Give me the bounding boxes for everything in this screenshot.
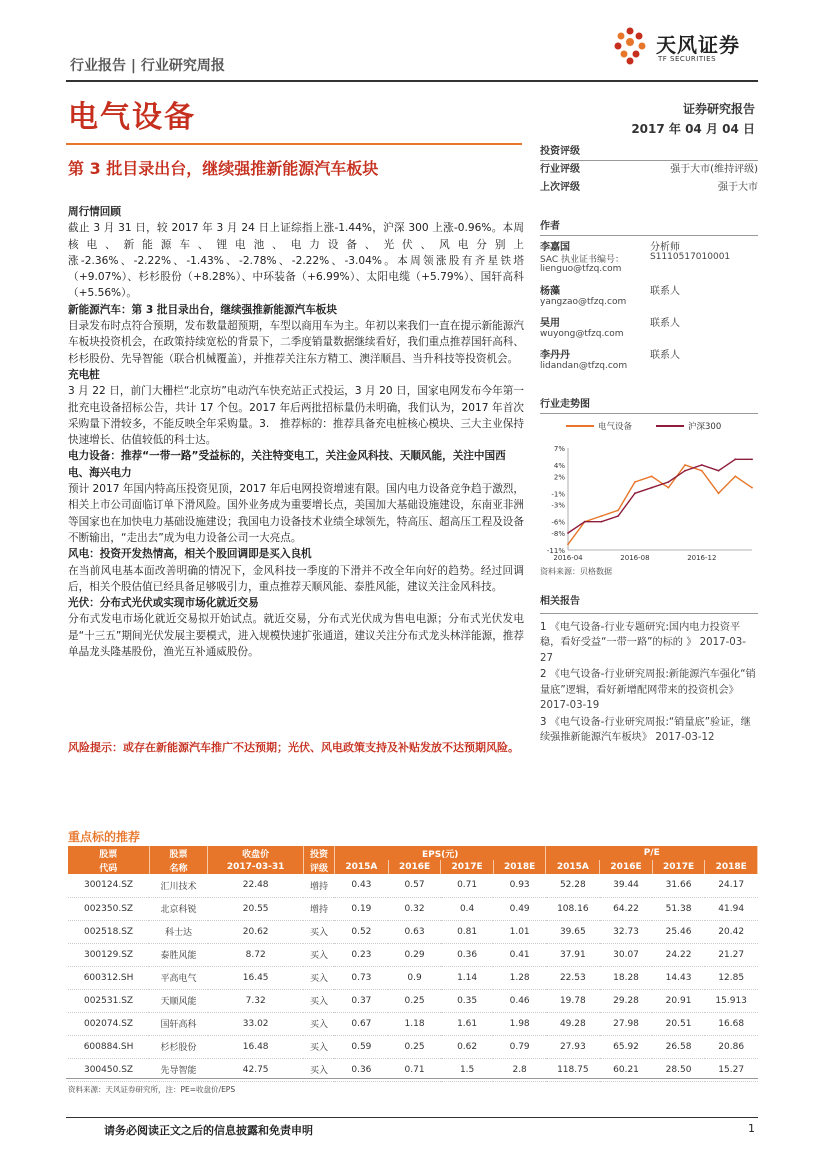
table-subheader-row [68,860,758,874]
table-cell: 增持 [303,874,334,897]
series-line [568,459,752,533]
table-cell: 0.9 [388,966,441,989]
table-cell: 39.44 [600,874,653,897]
table-cell: 0.59 [334,1035,388,1058]
table-cell: 1.14 [441,966,494,989]
industry-title: 电气设备 [68,100,196,135]
x-tick-label: 2016-08 [620,554,650,562]
y-tick-label: 4% [553,462,565,470]
table-cell: 42.75 [208,1058,304,1081]
table-cell: 0.25 [388,1035,441,1058]
data-point [617,515,619,517]
related-reports [540,592,758,747]
table-cell: 64.22 [600,897,653,920]
y-tick-label: 7% [553,445,565,453]
col-header: 收盘价 [208,846,304,860]
author-email[interactable]: yangzao@tfzq.com [540,297,627,307]
table-cell: 002518.SZ [68,920,149,943]
table-cell: 汇川技术 [149,874,208,897]
related-report-date: 2017-03-19 [540,700,600,711]
data-point [684,464,686,466]
col-subheader: 名称 [149,860,208,874]
table-cell: 32.73 [600,920,653,943]
title-divider [66,143,522,145]
data-point [701,464,703,466]
author-email[interactable]: lienguo@tfzq.com [540,264,622,274]
data-point [634,481,636,483]
table-cell: 0.37 [334,989,388,1012]
table-cell: 0.4 [441,897,494,920]
col-header: 投资 [303,846,334,860]
data-point [567,532,569,534]
data-point [567,543,569,545]
table-cell: 0.36 [441,943,494,966]
table-cell: 1.5 [441,1058,494,1081]
logo-subtext: TF SECURITIES [658,55,717,63]
table-cell: 0.43 [334,874,388,897]
table-cell: 1.61 [441,1012,494,1035]
table-cell: 33.02 [208,1012,304,1035]
table-cell: 37.91 [546,943,600,966]
section-text-charge: 3 月 22 日，前门大栅栏“北京坊”电动汽车快充站正式投运，3 月 20 日，国家电网发布今年第一批充电设备招标公告，共计 17 个包。2017 年后两批招标量仍未明确，我们认为，2017 年首次采购量下滑较多，不能反映全年采购量。3. 推荐标的：推荐具备充电桩核心模块、三大主业保持快速增长、估值较低的科士达。 [68,385,524,447]
data-point [718,470,720,472]
legend-label: 沪深300 [688,422,722,432]
table-cell: 16.45 [208,966,304,989]
data-point [667,481,669,483]
table-cell: 12.85 [705,966,758,989]
table-cell: 0.32 [388,897,441,920]
y-tick-label: 2% [553,473,565,482]
table-cell: 买入 [303,1035,334,1058]
table-cell: 51.38 [652,897,705,920]
table-row [68,966,758,989]
table-cell: 49.28 [546,1012,600,1035]
table-cell: 15.913 [705,989,758,1012]
table-cell: 108.16 [546,897,600,920]
author-email[interactable]: lidandan@tfzq.com [540,361,628,371]
table-title: 重点标的推荐 [68,830,141,844]
table-cell: 002531.SZ [68,989,149,1012]
author-name: 吴用 [540,318,560,329]
col-header: 股票 [68,846,149,860]
section-title-power: 电力设备：推荐“一带一路”受益标的，关注特变电工，关注金风科技、天顺风能，关注中国西电、海兴电力 [68,450,506,479]
table-cell: 118.75 [546,1058,600,1081]
table-cell: 0.71 [441,874,494,897]
table-cell: 19.78 [546,989,600,1012]
table-cell: 20.51 [652,1012,705,1035]
table-cell: 0.19 [334,897,388,920]
col-header: 股票 [149,846,208,860]
table-row [68,943,758,966]
table-row [68,897,758,920]
section-text-review: 截止 3 月 31 日，较 2017 年 3 月 24 日上证综指上涨-1.44%，沪深 300 上涨-0.96%。本周核电、新能源车、锂电池、电力设备、光伏、风电分别上涨-2.36%、-2.22%、-1.43%、-2.78%、-2.22%、-3.04%。本周领涨股有齐星铁塔（+9.07%）、杉杉股份（+8.28%）、中环装备（+6.99%）、太阳电缆（+5.79%）、国轩高科（+5.56%）。 [68,222,524,300]
table-cell: 买入 [303,989,334,1012]
table-cell: 0.63 [388,920,441,943]
section-text-nev: 目录发布时点符合预期，发布数量超预期，车型以商用车为主。年初以来我们一直在提示新能源汽车板块投资机会，在政策持续宽松的背景下，二季度销量数据继续看好，我们重点推荐国轩高科、杉杉股份、先导智能（联合机械覆盖），并推荐关注东方精工、澳洋顺昌、当升科技等投资机会。 [68,320,524,365]
author-name: 李嘉国 [540,242,570,253]
table-cell: 增持 [303,897,334,920]
table-cell: 20.86 [705,1035,758,1058]
table-row [68,874,758,897]
author-entry [540,236,758,280]
table-cell: 先导智能 [149,1058,208,1081]
table-cell: 20.62 [208,920,304,943]
table-cell: 39.65 [546,920,600,943]
table-cell: 0.35 [441,989,494,1012]
table-cell: 20.91 [652,989,705,1012]
y-tick-label: -3% [551,501,565,510]
table-row [68,1035,758,1058]
author-email[interactable]: wuyong@tfzq.com [540,329,624,339]
col-subheader: 2016E [600,860,653,874]
y-tick-label: -1% [551,490,565,499]
main-body [68,204,524,660]
table-cell: 泰胜风能 [149,943,208,966]
industry-trend-chart [540,410,758,575]
related-report-title: 1 《电气设备-行业专题研究:国内电力投资平稳，看好受益“一带一路”的标的 》 [540,621,741,648]
table-cell: 买入 [303,1012,334,1035]
related-report-date: 2017-03-12 [655,732,715,743]
table-header-row [68,846,758,860]
col-header-pe: P/E [546,846,758,860]
section-text-wind: 在当前风电基本面改善明确的情况下，金风科技一季度的下滑并不改全年向好的趋势。经过回调后，相关个股估值已经具备足够吸引力，重点推荐天顺风能、泰胜风能，建议关注金风科技。 [68,564,524,593]
data-point [667,487,669,489]
table-cell: 14.43 [652,966,705,989]
table-cell: 0.67 [334,1012,388,1035]
table-row [68,920,758,943]
previous-rating-label: 上次评级 [540,182,580,193]
section-text-pv: 分布式发电市场化就近交易拟开始试点。就近交易，分布式光伏成为售电电源；分布式光伏发电是“十三五”期间光伏发展主要模式，进入规模快速扩张通道，建议关注分布式龙头林洋能源，推荐单晶龙头隆基股份，渔光互补通威股份。 [68,613,524,659]
table-cell: 1.28 [493,966,546,989]
table-cell: 600312.SH [68,966,149,989]
data-point [601,515,603,517]
series-line [568,465,752,544]
report-headline: 第 3 批目录出台，继续强推新能源汽车板块 [68,159,379,178]
col-subheader: 2017E [441,860,494,874]
table-cell: 平高电气 [149,966,208,989]
section-title-pv: 光伏：分布式光伏或实现市场化就近交易 [68,597,259,610]
table-cell: 20.42 [705,920,758,943]
section-title-wind: 风电：投资开发热情高，相关个股回调即是买入良机 [68,548,312,561]
table-cell: 北京科锐 [149,897,208,920]
footer-divider [66,1117,758,1118]
author-role: 联系人 [650,318,680,329]
table-cell: 65.92 [600,1035,653,1058]
related-report-date: 2017-03-27 [540,637,746,664]
table-cell: 买入 [303,1058,334,1081]
table-source-note: 资料来源：天风证券研究所，注：PE=收盘价/EPS [68,1085,236,1094]
data-point [751,487,753,489]
table-cell: 买入 [303,920,334,943]
industry-rating-row [540,161,758,179]
table-cell: 买入 [303,943,334,966]
table-cell: 002074.SZ [68,1012,149,1035]
previous-rating-row [540,179,758,197]
related-report-item[interactable] [540,620,758,667]
table-cell: 24.17 [705,874,758,897]
data-point [701,470,703,472]
data-point [601,521,603,523]
table-cell: 27.93 [546,1035,600,1058]
table-cell: 杉杉股份 [149,1035,208,1058]
table-cell: 8.72 [208,943,304,966]
table-cell: 0.73 [334,966,388,989]
table-cell: 25.46 [652,920,705,943]
table-cell: 1.98 [493,1012,546,1035]
logo-mark-icon [612,26,648,66]
table-cell: 29.28 [600,989,653,1012]
table-row [68,1012,758,1035]
table-cell: 28.50 [652,1058,705,1081]
table-cell: 16.48 [208,1035,304,1058]
section-title-nev: 新能源汽车：第 3 批目录出台，继续强推新能源汽车板块 [68,303,337,316]
related-report-title: 2 《电气设备-行业研究周报:新能源汽车强化“销量底”逻辑，看好新增配网带来的投资机会》 [540,669,756,696]
rating-label: 行业评级 [540,164,580,175]
tf-securities-logo [612,26,762,70]
table-cell: 30.07 [600,943,653,966]
table-cell: 0.49 [493,897,546,920]
related-report-item[interactable] [540,667,758,714]
author-name: 杨藻 [540,286,560,297]
sidebar [540,140,758,376]
table-cell: 国轩高科 [149,1012,208,1035]
table-cell: 26.58 [652,1035,705,1058]
report-date: 2017 年 04 月 04 日 [631,122,755,136]
col-subheader: 2017-03-31 [208,860,304,874]
table-cell: 0.46 [493,989,546,1012]
footer-disclaimer: 请务必阅读正文之后的信息披露和免责申明 [104,1124,313,1137]
table-cell: 300129.SZ [68,943,149,966]
data-point [584,521,586,523]
table-cell: 0.52 [334,920,388,943]
related-section-title: 相关报告 [540,592,758,614]
table-cell: 22.48 [208,874,304,897]
table-cell: 52.28 [546,874,600,897]
trend-section-title: 行业走势图 [540,393,758,414]
table-cell: 27.98 [600,1012,653,1035]
x-tick-label: 2016-12 [687,554,717,562]
table-cell: 0.93 [493,874,546,897]
recommended-stocks-table [68,846,758,1082]
y-tick-label: -6% [551,518,565,527]
section-title-review: 周行情回顾 [68,206,121,218]
data-point [634,492,636,494]
author-entry [540,312,758,344]
table-cell: 科士达 [149,920,208,943]
author-role: 分析师 [650,242,680,253]
data-point [734,458,736,460]
y-tick-label: -8% [551,530,565,538]
col-subheader: 代码 [68,860,149,874]
table-cell: 0.36 [334,1058,388,1081]
rating-value: 强于大市(维持评级) [670,164,758,175]
legend-label: 电气设备 [598,422,633,432]
section-title-charge: 充电桩 [68,368,100,381]
col-subheader: 2016E [388,860,441,874]
col-subheader: 2018E [493,860,546,874]
data-point [751,458,753,460]
author-name: 李丹丹 [540,350,570,361]
table-cell: 15.27 [705,1058,758,1081]
table-bottom-rule [66,1078,758,1079]
related-report-title: 3 《电气设备-行业研究周报:“销量底”验证，继续强推新能源汽车板块》 [540,716,751,743]
author-entry [540,280,758,312]
author-entry [540,344,758,376]
table-cell: 0.62 [441,1035,494,1058]
report-category: 行业报告 | 行业研究周报 [70,58,225,74]
table-cell: 24.22 [652,943,705,966]
y-tick-label: -11% [546,547,565,555]
table-cell: 7.32 [208,989,304,1012]
table-cell: 天顺风能 [149,989,208,1012]
table-cell: 21.27 [705,943,758,966]
risk-warning: 风险提示：或存在新能源汽车推广不达预期；光伏、风电政策支持及补贴发放不达预期风险。 [68,741,519,754]
related-report-item[interactable] [540,715,758,746]
x-tick-label: 2016-04 [553,554,583,562]
table-cell: 31.66 [652,874,705,897]
table-cell: 60.21 [600,1058,653,1081]
authors-section-title: 作者 [540,215,758,236]
table-cell: 0.41 [493,943,546,966]
data-point [734,475,736,477]
data-point [651,475,653,477]
table-cell: 0.57 [388,874,441,897]
data-point [617,509,619,511]
table-cell: 300124.SZ [68,874,149,897]
table-cell: 20.55 [208,897,304,920]
table-cell: 0.81 [441,920,494,943]
author-role: 联系人 [650,350,680,361]
author-cert-label: SAC 执业证书编号： [540,255,625,265]
col-subheader: 2017E [652,860,705,874]
table-cell: 41.94 [705,897,758,920]
data-point [684,470,686,472]
table-cell: 600884.SH [68,1035,149,1058]
author-role: 联系人 [650,286,680,297]
col-subheader: 评级 [303,860,334,874]
table-cell: 0.29 [388,943,441,966]
col-subheader: 2018E [705,860,758,874]
col-subheader: 2015A [334,860,388,874]
table-cell: 0.79 [493,1035,546,1058]
author-cert-number: S1110517010001 [650,252,731,262]
table-cell: 2.8 [493,1058,546,1081]
table-cell: 0.25 [388,989,441,1012]
table-cell: 1.18 [388,1012,441,1035]
previous-rating-value: 强于大市 [718,182,758,193]
chart-source: 资料来源：贝格数据 [540,567,612,576]
table-cell: 18.28 [600,966,653,989]
table-row [68,989,758,1012]
page-number: 1 [748,1122,755,1135]
table-cell: 002350.SZ [68,897,149,920]
rating-section-title: 投资评级 [540,140,758,161]
table-cell: 0.71 [388,1058,441,1081]
table-cell: 300450.SZ [68,1058,149,1081]
table-cell: 22.53 [546,966,600,989]
table-cell: 0.23 [334,943,388,966]
table-cell: 买入 [303,966,334,989]
col-header-eps: EPS(元) [334,846,545,860]
data-point [651,487,653,489]
table-cell: 1.01 [493,920,546,943]
col-subheader: 2015A [546,860,600,874]
table-cell: 16.68 [705,1012,758,1035]
section-text-power: 预计 2017 年国内特高压投资见顶，2017 年后电网投资增速有限。国内电力设备竞争趋于激烈，相关上市公司面临订单下滑风险。国外业务成为重要增长点，美国加大基础设施建设，东南亚非洲等国家也在加快电力基础设施建设；我国电力设备技术业绩全球领先，特高压、超高压工程及设备不断输出，“走出去”成为电力设备公司一大亮点。 [68,483,524,544]
data-point [718,492,720,494]
header-divider [66,80,758,82]
report-kind: 证券研究报告 [682,102,755,116]
logo-text: 天风证券 [656,33,740,57]
